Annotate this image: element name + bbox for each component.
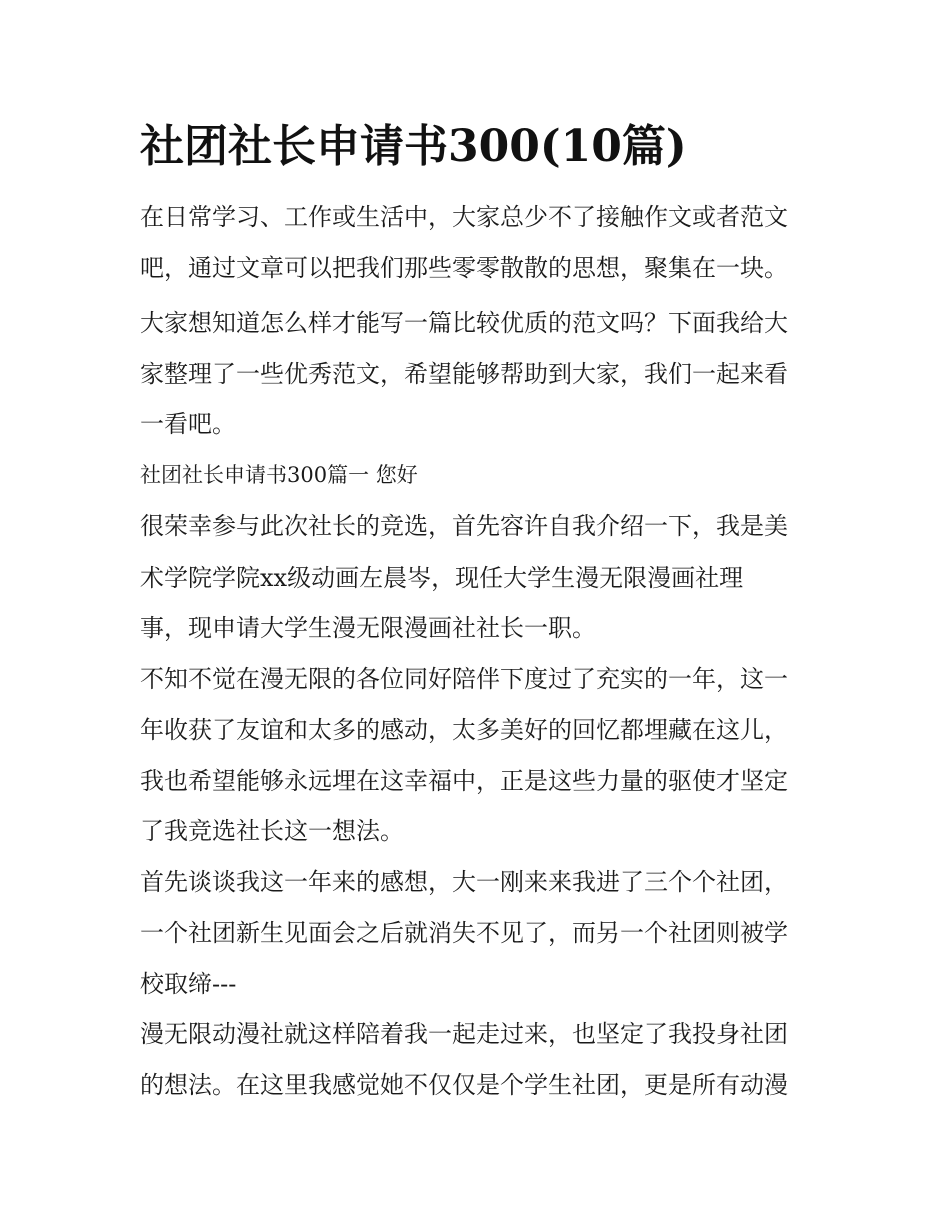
- document-title: 社团社长申请书300(10篇): [140, 121, 687, 172]
- text-line: 在日常学习、工作或生活中，大家总少不了接触作文或者范文: [140, 203, 788, 231]
- text-line: 术学院学院xx级动画左晨岑，现任大学生漫无限漫画社理: [140, 564, 744, 592]
- text-line: 很荣幸参与此次社长的竞选，首先容许自我介绍一下，我是美: [140, 512, 788, 540]
- text-line: 不知不觉在漫无限的各位同好陪伴下度过了充实的一年，这一: [140, 665, 788, 693]
- text-line: 了我竞选社长这一想法。: [140, 817, 404, 845]
- text-line: 我也希望能够永远埋在这幸福中，正是这些力量的驱使才坚定: [140, 767, 788, 795]
- text-line: 首先谈谈我这一年来的感想，大一刚来来我进了三个个社团，: [140, 868, 788, 896]
- text-line: 大家想知道怎么样才能写一篇比较优质的范文吗？下面我给大: [140, 309, 788, 337]
- text-line: 的想法。在这里我感觉她不仅仅是个学生社团，更是所有动漫: [140, 1071, 788, 1099]
- text-line: 年收获了友谊和太多的感动，太多美好的回忆都埋藏在这儿，: [140, 716, 788, 744]
- text-line: 校取缔---: [140, 970, 237, 998]
- text-line: 吧，通过文章可以把我们那些零零散散的思想，聚集在一块。: [140, 254, 788, 282]
- text-line: 一看吧。: [140, 410, 236, 438]
- section-heading: 社团社长申请书300篇一 您好: [140, 463, 418, 487]
- text-line: 漫无限动漫社就这样陪着我一起走过来，也坚定了我投身社团: [140, 1020, 788, 1048]
- text-line: 一个社团新生见面会之后就消失不见了，而另一个社团则被学: [140, 919, 788, 947]
- text-line: 事，现申请大学生漫无限漫画社社长一职。: [140, 614, 596, 642]
- text-line: 家整理了一些优秀范文，希望能够帮助到大家，我们一起来看: [140, 360, 788, 388]
